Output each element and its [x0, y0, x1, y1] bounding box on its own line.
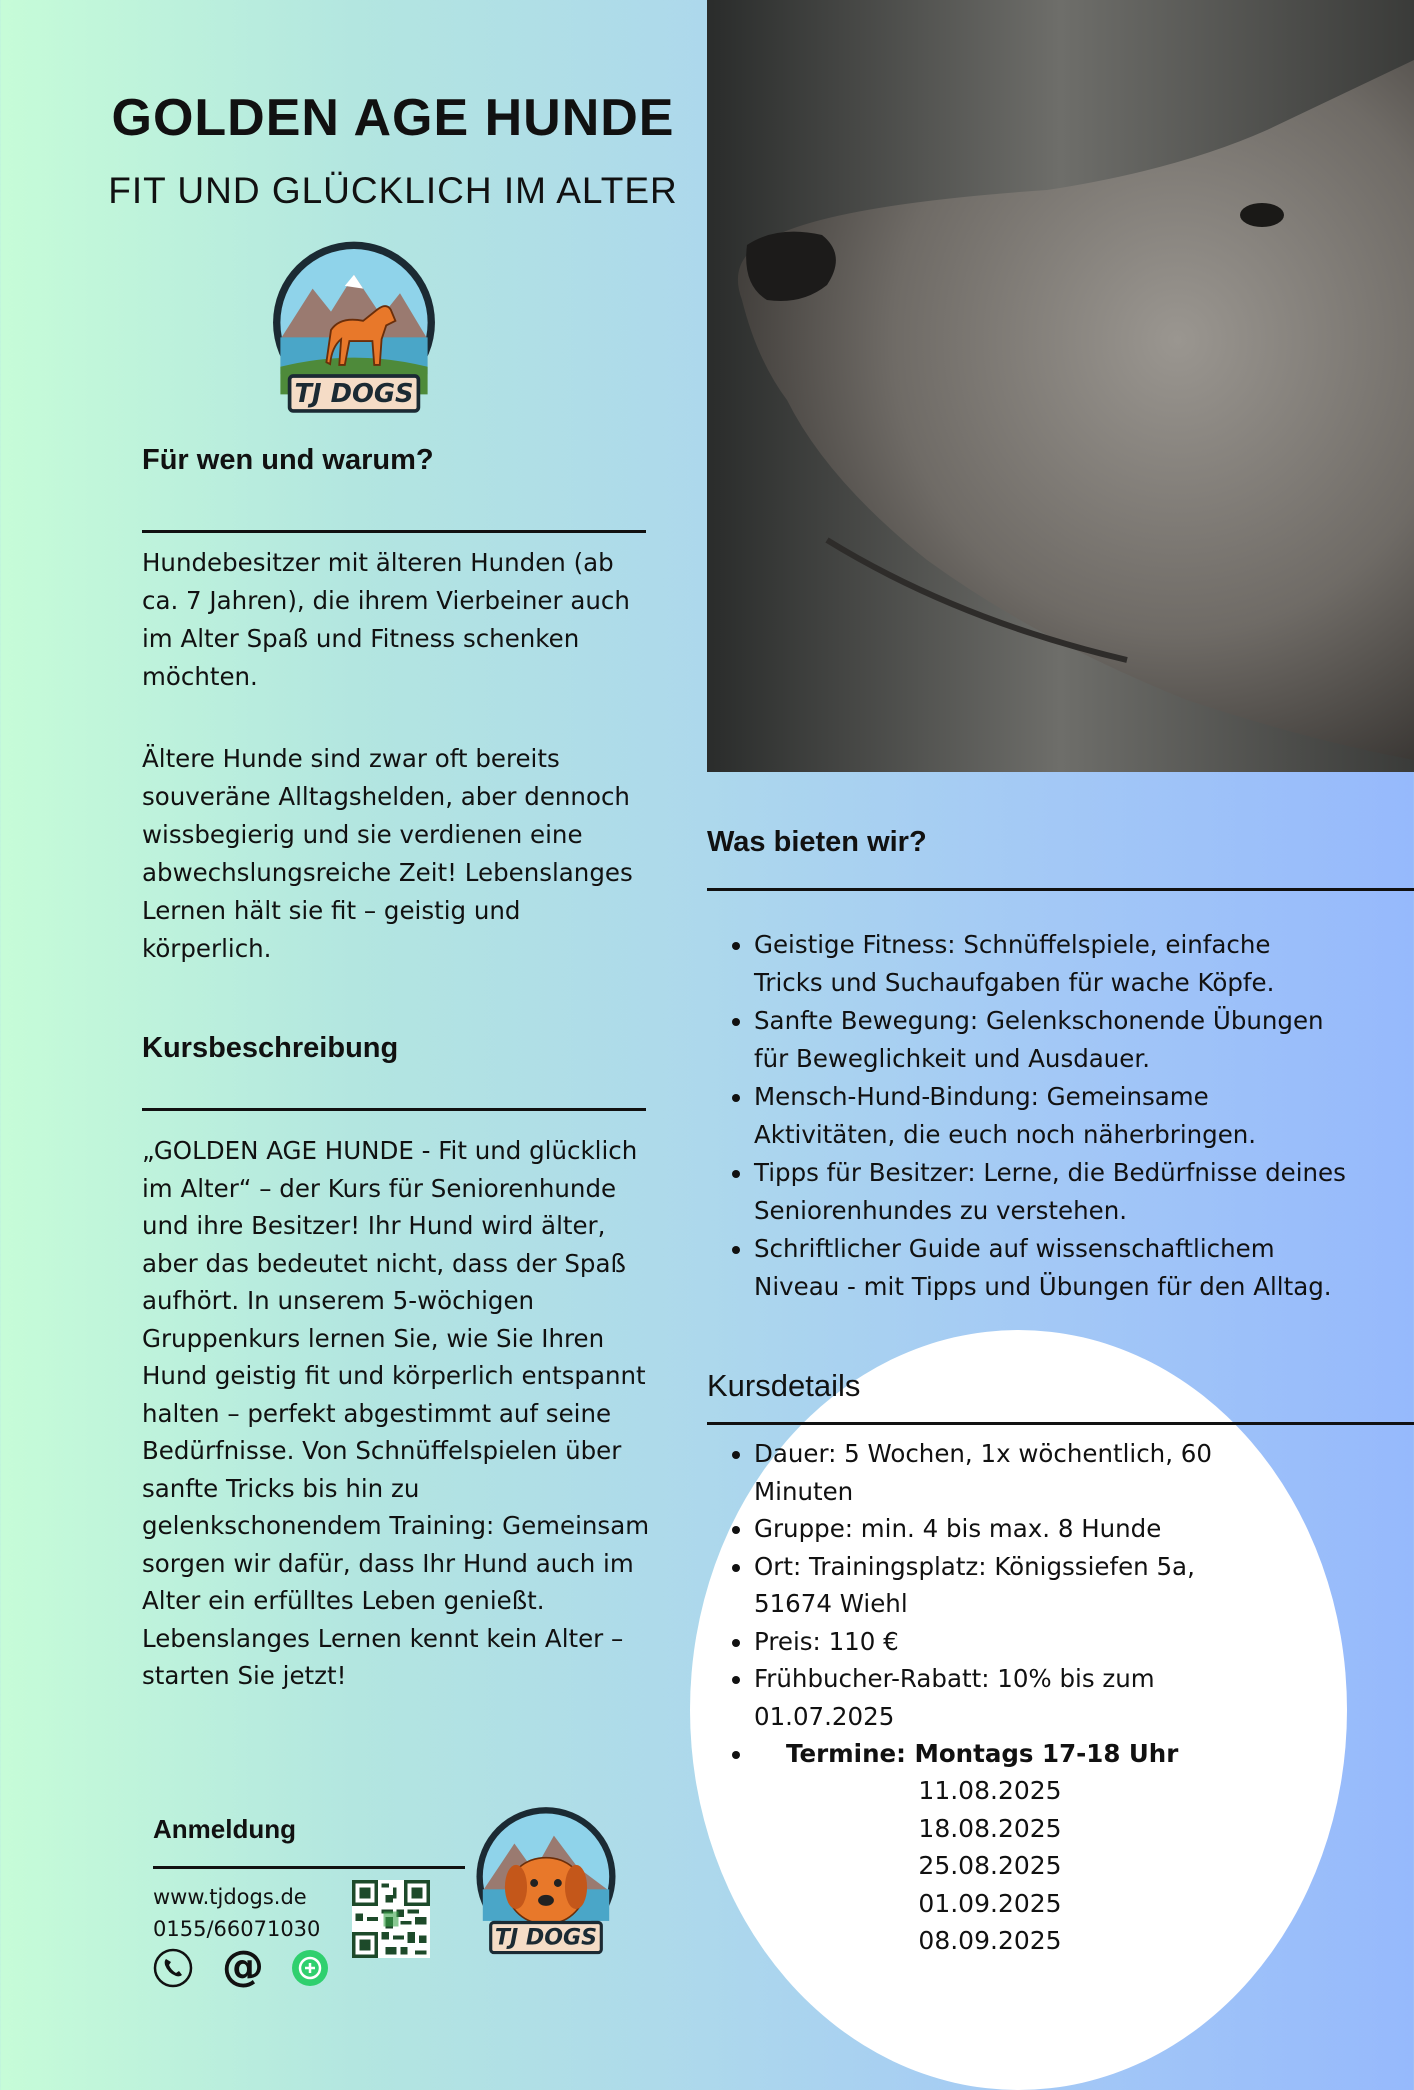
email-icon[interactable]: [220, 1944, 266, 1990]
description-heading: Kursbeschreibung: [142, 1032, 399, 1064]
dates-heading: • Termine: Montags 17-18 Uhr: [786, 1739, 1179, 1768]
date-item: 18.08.2025: [918, 1813, 1062, 1843]
svg-text:@: @: [222, 1944, 264, 1990]
dog-mountain-logo-icon: [467, 1804, 625, 1962]
date-item: 25.08.2025: [918, 1851, 1062, 1880]
qr-code-icon[interactable]: [352, 1880, 430, 1958]
who-heading: Für wen und warum?: [142, 444, 434, 476]
footer-brand-logo: [467, 1804, 625, 1962]
whatsapp-icon[interactable]: [290, 1948, 330, 1988]
list-item: • Frühbucher-Rabatt: 10% bis zum 01.07.2025: [754, 1660, 1327, 1735]
who-paragraph-1: Hundebesitzer mit älteren Hunden (ab ca. 7 Jahren), die ihrem Vierbeiner auch im Alter Spaß und Fitness schenken möchten.: [142, 548, 630, 691]
brand-logo: [262, 238, 446, 422]
registration-phone[interactable]: 0155/66071030: [153, 1917, 321, 1941]
senior-dog-profile-photo: [707, 0, 1414, 772]
list-item: • Dauer: 5 Wochen, 1x wöchentlich, 60 Minuten: [754, 1435, 1327, 1510]
date-item: 11.08.2025: [918, 1776, 1062, 1805]
who-paragraph-2: Ältere Hunde sind zwar oft bereits souveräne Alltagshelden, aber dennoch wissbegierig und sie verdienen eine abwechslungsreiche Zeit! Lebenslanges Lernen hält sie fit – geistig und körperlich.: [142, 744, 633, 963]
details-heading: Kursdetails: [707, 1368, 861, 1403]
date-item: 01.09.2025: [918, 1888, 1062, 1918]
details-divider: [707, 1422, 1414, 1425]
registration-heading: Anmeldung: [153, 1814, 296, 1844]
registration-divider: [153, 1866, 465, 1869]
list-item: • Sanfte Bewegung: Gelenkschonende Übungen für Beweglichkeit und Ausdauer.: [754, 1002, 1407, 1078]
list-item: [754, 1735, 1327, 1773]
description-paragraph: „GOLDEN AGE HUNDE - Fit und glücklich im Alter“ – der Kurs für Seniorenhunde und ihre Besitzer! Ihr Hund wird älter, aber das bedeutet nicht, dass der Spaß aufhört. In unserem 5-wöchigen Gruppenkurs lernen Sie, wie Sie Ihren Hund geistig fit und körperlich entspannt halten – perfekt abgestimmt auf seine Bedürfnisse. Von Schnüffelspielen über sanfte Tricks bis hin zu gelenkschonendem Training: Gemeinsam sorgen wir dafür, dass Ihr Hund auch im Alter ein erfülltes Leben genießt. Lebenslanges Lernen kennt kein Alter – starten Sie jetzt!: [142, 1136, 650, 1690]
page-subtitle: FIT UND GLÜCKLICH IM ALTER: [108, 170, 678, 211]
dog-mountain-logo-icon: [262, 238, 446, 422]
list-item: • Ort: Trainingsplatz: Königssiefen 5a, 51674 Wiehl: [754, 1548, 1327, 1623]
who-divider: [142, 530, 646, 533]
page-title: GOLDEN AGE HUNDE: [111, 89, 675, 147]
offer-divider: [707, 888, 1414, 891]
list-item: • Gruppe: min. 4 bis max. 8 Hunde: [754, 1510, 1327, 1548]
offer-list: [707, 926, 1407, 1306]
date-list: [860, 1772, 1120, 1960]
list-item: • Schriftlicher Guide auf wissenschaftlichem Niveau - mit Tipps und Übungen für den Alltag.: [754, 1230, 1407, 1306]
details-list: [707, 1435, 1327, 1773]
list-item: • Mensch-Hund-Bindung: Gemeinsame Aktivitäten, die euch noch näherbringen.: [754, 1078, 1407, 1154]
phone-icon[interactable]: [153, 1948, 193, 1988]
senior-dog-photo: [707, 0, 1414, 772]
date-item: 08.09.2025: [918, 1926, 1062, 1955]
list-item: • Geistige Fitness: Schnüffelspiele, einfache Tricks und Suchaufgaben für wache Köpfe.: [754, 926, 1407, 1002]
registration-website[interactable]: www.tjdogs.de: [153, 1885, 307, 1909]
svg-text:TJ DOGS: TJ DOGS: [494, 1924, 598, 1951]
svg-text:TJ DOGS: TJ DOGS: [294, 378, 414, 409]
list-item: • Tipps für Besitzer: Lerne, die Bedürfnisse deines Seniorenhundes zu verstehen.: [754, 1154, 1407, 1230]
list-item: • Preis: 110 €: [754, 1623, 1327, 1661]
offer-heading: Was bieten wir?: [707, 826, 927, 858]
description-divider: [142, 1108, 646, 1111]
